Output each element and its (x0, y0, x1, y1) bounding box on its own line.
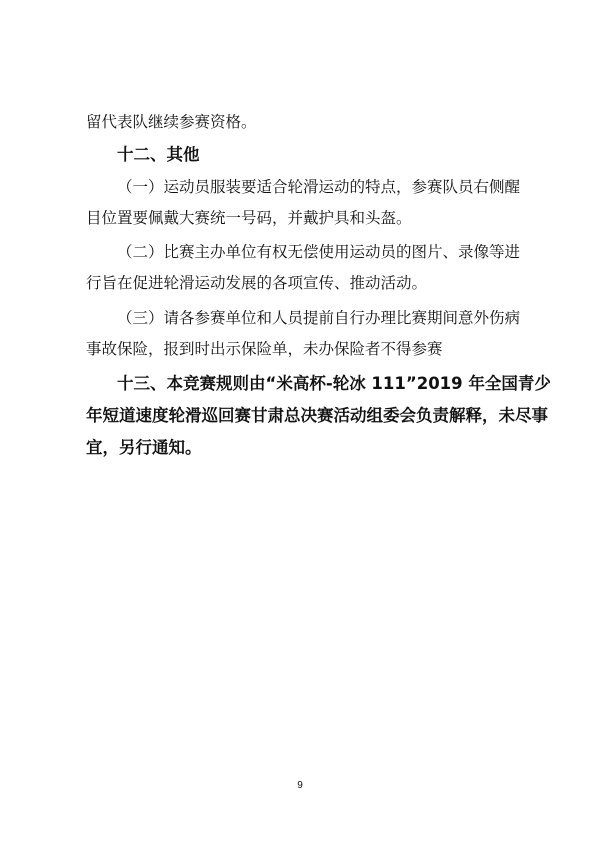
item-2-line-2: 行旨在促进轮滑运动发展的各项宣传、推动活动。 (86, 274, 428, 292)
item-2-line-1: （二）比赛主办单位有权无偿使用运动员的图片、录像等进 (117, 243, 521, 261)
item-1-line-1: （一）运动员服装要适合轮滑运动的特点，参赛队员右侧醒 (117, 178, 521, 196)
section-13-line-3: 宜，另行通知。 (86, 438, 202, 457)
item-3-line-2: 事故保险，报到时出示保险单，未办保险者不得参赛 (86, 340, 443, 358)
section-13-line-2: 年短道速度轮滑巡回赛甘肃总决赛活动组委会负责解释，未尽事 (86, 406, 548, 425)
continuation-text: 留代表队继续参赛资格。 (86, 113, 257, 131)
section-heading-12: 十二、其他 (117, 145, 200, 164)
section-13-line-1: 十三、本竞赛规则由“米高杯-轮冰 111”2019 年全国青少 (117, 374, 551, 393)
page-number: 9 (297, 780, 303, 791)
item-1-line-2: 目位置要佩戴大赛统一号码，并戴护具和头盔。 (86, 209, 412, 227)
item-3-line-1: （三）请各参赛单位和人员提前自行办理比赛期间意外伤病 (117, 309, 521, 327)
